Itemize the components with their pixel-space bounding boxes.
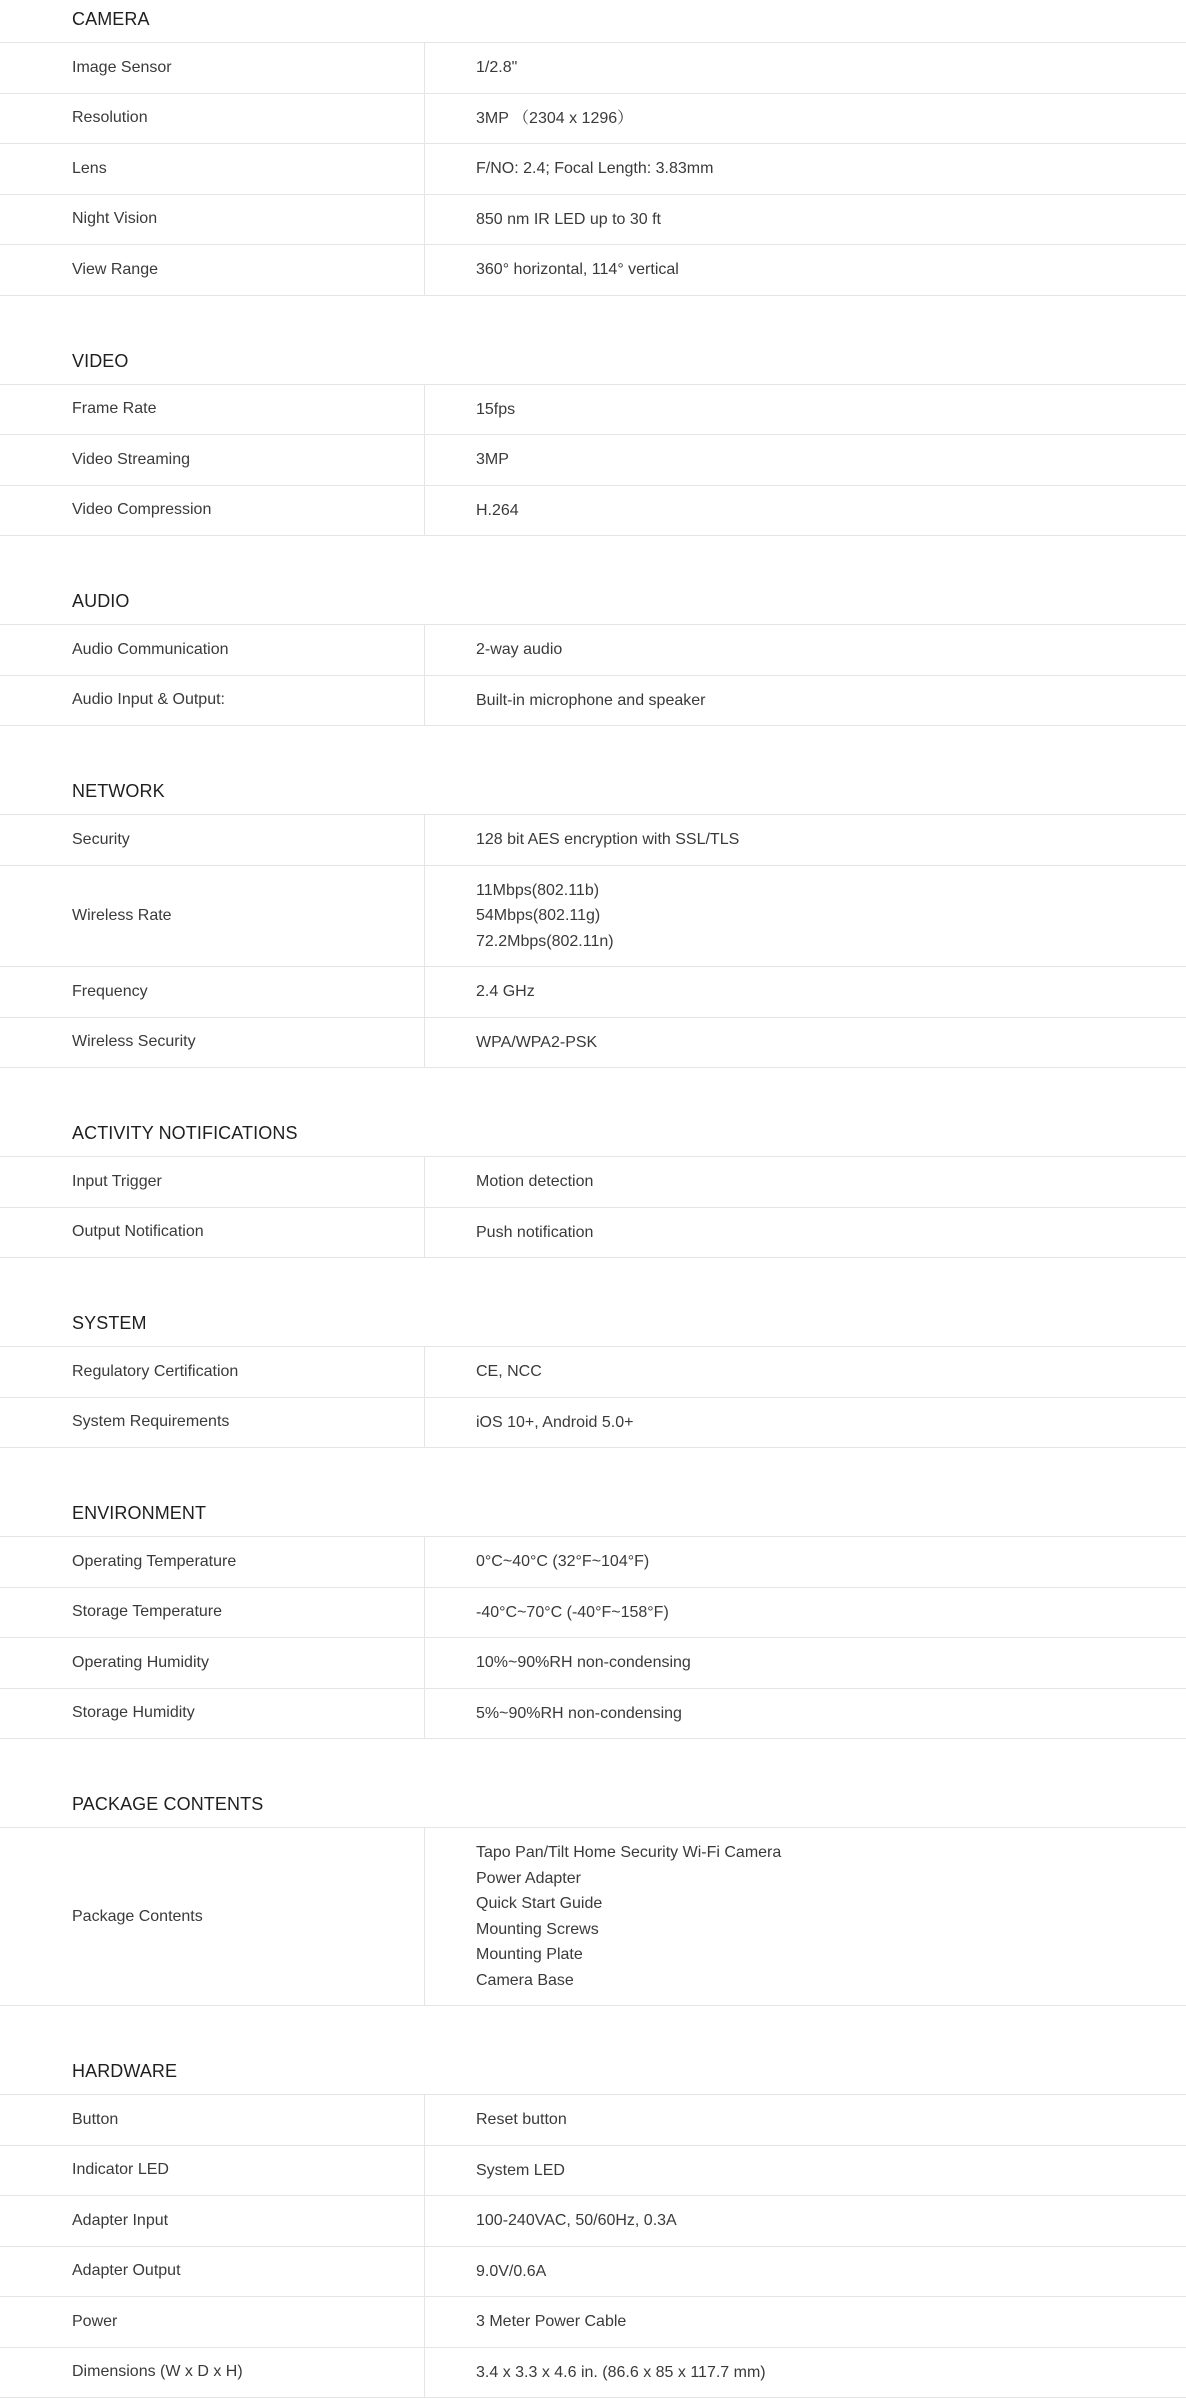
spec-value-line: Quick Start Guide	[476, 1891, 1186, 1917]
spec-label: Wireless Rate	[0, 866, 425, 967]
spec-row-operating-humidity	[0, 1638, 1186, 1689]
spec-row-button	[0, 2095, 1186, 2146]
section-video	[0, 342, 1186, 537]
spec-value	[425, 1689, 1186, 1739]
section-package-contents	[0, 1785, 1186, 2006]
spec-value-line: Power Adapter	[476, 1866, 1186, 1892]
spec-label: Frame Rate	[0, 385, 425, 435]
section-hardware	[0, 2052, 1186, 2398]
spec-label: Storage Temperature	[0, 1588, 425, 1638]
spec-row-wireless-security	[0, 1018, 1186, 1069]
spec-value	[425, 967, 1186, 1017]
spec-row-frequency	[0, 967, 1186, 1018]
spec-label: Audio Communication	[0, 625, 425, 675]
spec-row-adapter-input	[0, 2196, 1186, 2247]
spec-row-output-notification	[0, 1208, 1186, 1259]
spec-label: Wireless Security	[0, 1018, 425, 1068]
spec-label: Resolution	[0, 94, 425, 144]
spec-row-image-sensor	[0, 43, 1186, 94]
spec-value	[425, 1398, 1186, 1448]
section-system	[0, 1304, 1186, 1448]
spec-value	[425, 625, 1186, 675]
spec-value	[425, 866, 1186, 967]
spec-row-system-requirements	[0, 1398, 1186, 1449]
spec-value-line: Reset button	[476, 2107, 1186, 2133]
spec-value-line: iOS 10+, Android 5.0+	[476, 1410, 1186, 1436]
spec-value	[425, 1588, 1186, 1638]
spec-row-storage-humidity	[0, 1689, 1186, 1740]
spec-label: System Requirements	[0, 1398, 425, 1448]
spec-value-line: -40°C~70°C (-40°F~158°F)	[476, 1600, 1186, 1626]
spec-value	[425, 94, 1186, 144]
spec-value	[425, 2146, 1186, 2196]
spec-value	[425, 1157, 1186, 1207]
spec-label: Video Compression	[0, 486, 425, 536]
section-title: CAMERA	[0, 0, 1186, 43]
section-audio	[0, 582, 1186, 726]
spec-row-audio-input-output	[0, 676, 1186, 727]
spec-value-line: 3.4 x 3.3 x 4.6 in. (86.6 x 85 x 117.7 mm)	[476, 2360, 1186, 2386]
spec-value-line: 0°C~40°C (32°F~104°F)	[476, 1549, 1186, 1575]
spec-row-audio-communication	[0, 625, 1186, 676]
spec-value	[425, 2348, 1186, 2398]
spec-label: Frequency	[0, 967, 425, 1017]
section-network	[0, 772, 1186, 1068]
spec-label: Adapter Input	[0, 2196, 425, 2246]
section-title: ENVIRONMENT	[0, 1494, 1186, 1537]
spec-value-line: Motion detection	[476, 1169, 1186, 1195]
spec-label: Lens	[0, 144, 425, 194]
section-title: SYSTEM	[0, 1304, 1186, 1347]
section-title: VIDEO	[0, 342, 1186, 385]
spec-label: Input Trigger	[0, 1157, 425, 1207]
spec-value-line: 3MP	[476, 447, 1186, 473]
spec-value	[425, 43, 1186, 93]
spec-value-line: 3 Meter Power Cable	[476, 2309, 1186, 2335]
spec-label: Regulatory Certification	[0, 1347, 425, 1397]
spec-label: Image Sensor	[0, 43, 425, 93]
spec-value	[425, 1537, 1186, 1587]
spec-label: Security	[0, 815, 425, 865]
spec-value-line: H.264	[476, 498, 1186, 524]
spec-value	[425, 2247, 1186, 2297]
spec-value	[425, 2095, 1186, 2145]
spec-label: Package Contents	[0, 1828, 425, 2005]
spec-value-line: Mounting Plate	[476, 1942, 1186, 1968]
spec-row-resolution	[0, 94, 1186, 145]
section-environment	[0, 1494, 1186, 1739]
spec-value-line: 54Mbps(802.11g)	[476, 903, 1186, 929]
spec-row-indicator-led	[0, 2146, 1186, 2197]
spec-row-adapter-output	[0, 2247, 1186, 2298]
spec-value	[425, 2297, 1186, 2347]
spec-value-line: Push notification	[476, 1220, 1186, 1246]
spec-row-regulatory-certification	[0, 1347, 1186, 1398]
spec-label: Operating Humidity	[0, 1638, 425, 1688]
spec-value-line: F/NO: 2.4; Focal Length: 3.83mm	[476, 156, 1186, 182]
spec-value-line: WPA/WPA2-PSK	[476, 1030, 1186, 1056]
section-title: NETWORK	[0, 772, 1186, 815]
spec-row-video-compression	[0, 486, 1186, 537]
spec-label: Dimensions (W x D x H)	[0, 2348, 425, 2398]
spec-value-line: 15fps	[476, 397, 1186, 423]
spec-label: View Range	[0, 245, 425, 295]
spec-value	[425, 144, 1186, 194]
spec-value-line: 1/2.8"	[476, 55, 1186, 81]
spec-value-line: CE, NCC	[476, 1359, 1186, 1385]
spec-value-line: 128 bit AES encryption with SSL/TLS	[476, 827, 1186, 853]
spec-value-line: 11Mbps(802.11b)	[476, 878, 1186, 904]
spec-value-line: 72.2Mbps(802.11n)	[476, 929, 1186, 955]
spec-value-line: 5%~90%RH non-condensing	[476, 1701, 1186, 1727]
spec-label: Adapter Output	[0, 2247, 425, 2297]
spec-row-power	[0, 2297, 1186, 2348]
spec-value-line: Camera Base	[476, 1968, 1186, 1994]
spec-value-line: Tapo Pan/Tilt Home Security Wi-Fi Camera	[476, 1840, 1186, 1866]
spec-value	[425, 1828, 1186, 2005]
spec-label: Indicator LED	[0, 2146, 425, 2196]
spec-row-lens	[0, 144, 1186, 195]
section-title: AUDIO	[0, 582, 1186, 625]
spec-label: Audio Input & Output:	[0, 676, 425, 726]
spec-value-line: 850 nm IR LED up to 30 ft	[476, 207, 1186, 233]
spec-value-line: 2.4 GHz	[476, 979, 1186, 1005]
spec-value	[425, 1638, 1186, 1688]
spec-label: Output Notification	[0, 1208, 425, 1258]
spec-value-line: 10%~90%RH non-condensing	[476, 1650, 1186, 1676]
spec-label: Operating Temperature	[0, 1537, 425, 1587]
spec-label: Button	[0, 2095, 425, 2145]
spec-value	[425, 1347, 1186, 1397]
spec-row-storage-temperature	[0, 1588, 1186, 1639]
spec-value-line: System LED	[476, 2158, 1186, 2184]
spec-value-line: Mounting Screws	[476, 1917, 1186, 1943]
spec-value	[425, 676, 1186, 726]
spec-row-view-range	[0, 245, 1186, 296]
spec-value	[425, 195, 1186, 245]
spec-row-frame-rate	[0, 385, 1186, 436]
spec-row-package-contents	[0, 1828, 1186, 2006]
spec-row-night-vision	[0, 195, 1186, 246]
spec-label: Power	[0, 2297, 425, 2347]
spec-value-line: 9.0V/0.6A	[476, 2259, 1186, 2285]
spec-value	[425, 385, 1186, 435]
spec-row-operating-temperature	[0, 1537, 1186, 1588]
spec-row-input-trigger	[0, 1157, 1186, 1208]
section-title: ACTIVITY NOTIFICATIONS	[0, 1114, 1186, 1157]
spec-label: Video Streaming	[0, 435, 425, 485]
spec-value	[425, 1208, 1186, 1258]
spec-value-line: 360° horizontal, 114° vertical	[476, 257, 1186, 283]
spec-value	[425, 1018, 1186, 1068]
spec-row-wireless-rate	[0, 866, 1186, 968]
spec-value	[425, 815, 1186, 865]
spec-row-video-streaming	[0, 435, 1186, 486]
spec-value-line: 3MP （2304 x 1296）	[476, 106, 1186, 132]
spec-label: Night Vision	[0, 195, 425, 245]
spec-value	[425, 435, 1186, 485]
section-camera	[0, 0, 1186, 296]
spec-value	[425, 2196, 1186, 2246]
spec-row-security	[0, 815, 1186, 866]
spec-value	[425, 486, 1186, 536]
spec-label: Storage Humidity	[0, 1689, 425, 1739]
spec-value-line: 100-240VAC, 50/60Hz, 0.3A	[476, 2208, 1186, 2234]
spec-value-line: 2-way audio	[476, 637, 1186, 663]
section-activity-notifications	[0, 1114, 1186, 1258]
spec-row-dimensions-w-x-d-x-h	[0, 2348, 1186, 2398]
section-title: PACKAGE CONTENTS	[0, 1785, 1186, 1828]
section-title: HARDWARE	[0, 2052, 1186, 2095]
spec-value-line: Built-in microphone and speaker	[476, 688, 1186, 714]
spec-value	[425, 245, 1186, 295]
